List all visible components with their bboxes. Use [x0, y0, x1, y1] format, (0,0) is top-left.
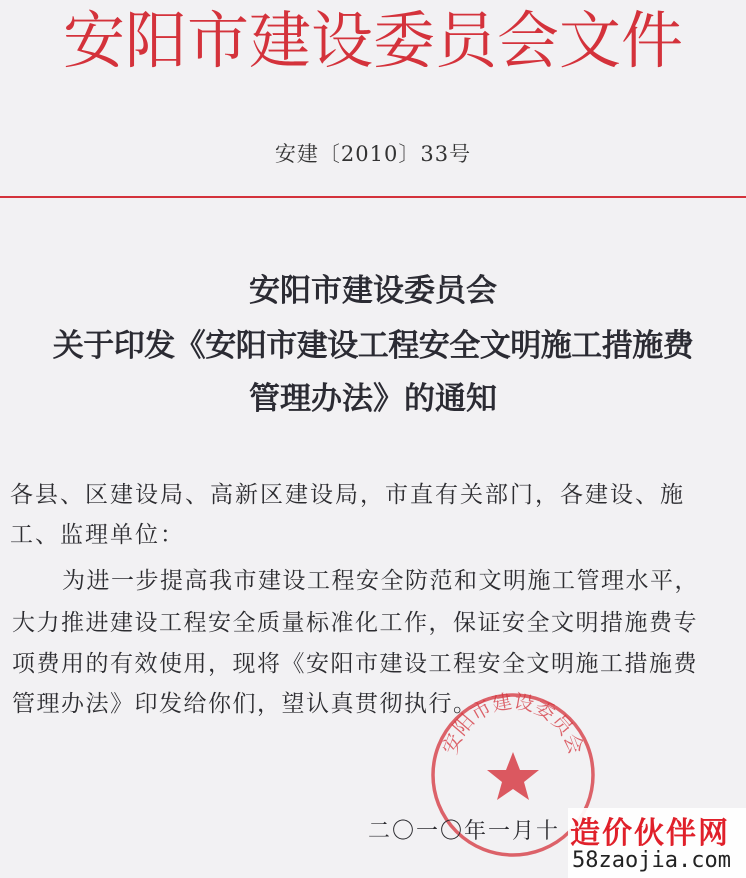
paragraph-line-4: 管理办法》印发给你们，望认真贯彻执行。 [12, 691, 478, 717]
paragraph-line-1: 为进一步提高我市建设工程安全防范和文明施工管理水平， [62, 568, 699, 594]
addressee-line-1: 各县、区建设局、高新区建设局，市直有关部门，各建设、施 [10, 482, 685, 508]
site-watermark [568, 808, 746, 878]
paragraph-line-2: 大力推进建设工程安全质量标准化工作，保证安全文明措施费专 [12, 610, 698, 636]
red-divider [0, 196, 746, 198]
title-line-3: 管理办法》的通知 [249, 381, 497, 417]
addressee-line-2: 工、监理单位： [10, 522, 185, 548]
seal-text: 安阳市建设委员会 [437, 690, 589, 758]
title-line-2: 关于印发《安阳市建设工程安全文明施工措施费 [52, 328, 694, 364]
document-number: 安建〔2010〕33号 [274, 142, 472, 166]
seal-star-icon [487, 752, 539, 800]
title-line-1: 安阳市建设委员会 [249, 273, 497, 309]
paragraph-line-3: 项费用的有效使用，现将《安阳市建设工程安全文明施工措施费 [12, 651, 698, 677]
issuer-header: 安阳市建设委员会文件 [62, 4, 683, 77]
issue-date: 二〇一〇年一月十 [368, 819, 561, 844]
watermark-url: 58zaojia.com [572, 848, 731, 873]
watermark-brand: 造价伙伴网 [570, 816, 730, 851]
